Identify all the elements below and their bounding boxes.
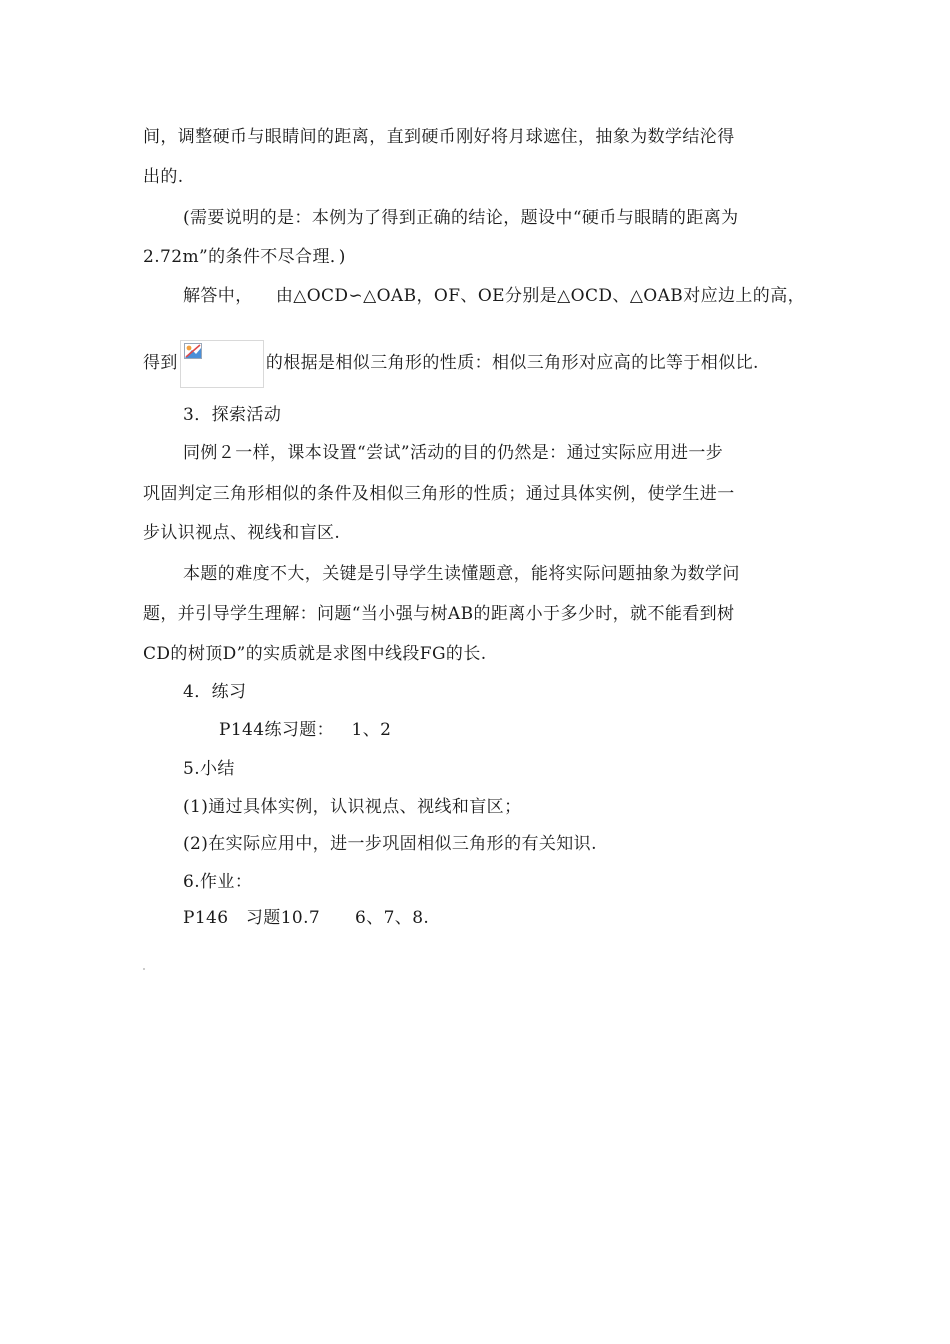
paragraph-3-line-1: 解答中， 由△OCD∽△OAB，OF、OE分别是△OCD、△OAB对应边上的高， — [183, 286, 805, 306]
section-5-title: 5.小结 — [183, 759, 235, 779]
paragraph-1-line-2: 出的. — [143, 167, 184, 187]
section-6-title: 6.作业： — [183, 872, 253, 892]
paragraph-2-line-1: (需要说明的是：本例为了得到正确的结论，题设中“硬币与眼睛的距离为 — [183, 208, 739, 228]
section-4-body: P144练习题： 1、2 — [219, 720, 392, 740]
paragraph-4-line-3: 步认识视点、视线和盲区. — [143, 523, 341, 543]
summary-item-1: (1)通过具体实例，认识视点、视线和盲区； — [183, 797, 522, 817]
paragraph-4-line-1: 同例２一样，课本设置“尝试”活动的目的仍然是：通过实际应用进一步 — [183, 443, 724, 463]
inline-formula-image — [180, 340, 264, 388]
page-speck — [143, 968, 145, 970]
section-4-title: 4．练习 — [183, 682, 247, 702]
paragraph-3-text-before-image: 得到 — [143, 353, 178, 373]
paragraph-4-line-2: 巩固判定三角形相似的条件及相似三角形的性质；通过具体实例，使学生进一 — [143, 484, 735, 504]
section-6-body: P146 习题10.7 6、7、8. — [183, 908, 430, 928]
broken-image-icon — [184, 343, 202, 359]
paragraph-3-text-after-image: 的根据是相似三角形的性质：相似三角形对应高的比等于相似比. — [265, 353, 759, 373]
section-3-title: 3．探索活动 — [183, 405, 282, 425]
paragraph-5-line-1: 本题的难度不大，关键是引导学生读懂题意，能将实际问题抽象为数学问 — [183, 564, 740, 584]
paragraph-5-line-3: CD的树顶D”的实质就是求图中线段FG的长. — [143, 644, 487, 664]
paragraph-5-line-2: 题，并引导学生理解：问题“当小强与树AB的距离小于多少时，就不能看到树 — [143, 604, 735, 624]
paragraph-2-line-2: 2.72m”的条件不尽合理．) — [143, 247, 346, 267]
paragraph-3-line-2 — [143, 339, 759, 388]
summary-item-2: (2)在实际应用中，进一步巩固相似三角形的有关知识. — [183, 834, 597, 854]
paragraph-1-line-1: 间，调整硬币与眼睛间的距离，直到硬币刚好将月球遮住，抽象为数学结沦得 — [143, 127, 735, 147]
